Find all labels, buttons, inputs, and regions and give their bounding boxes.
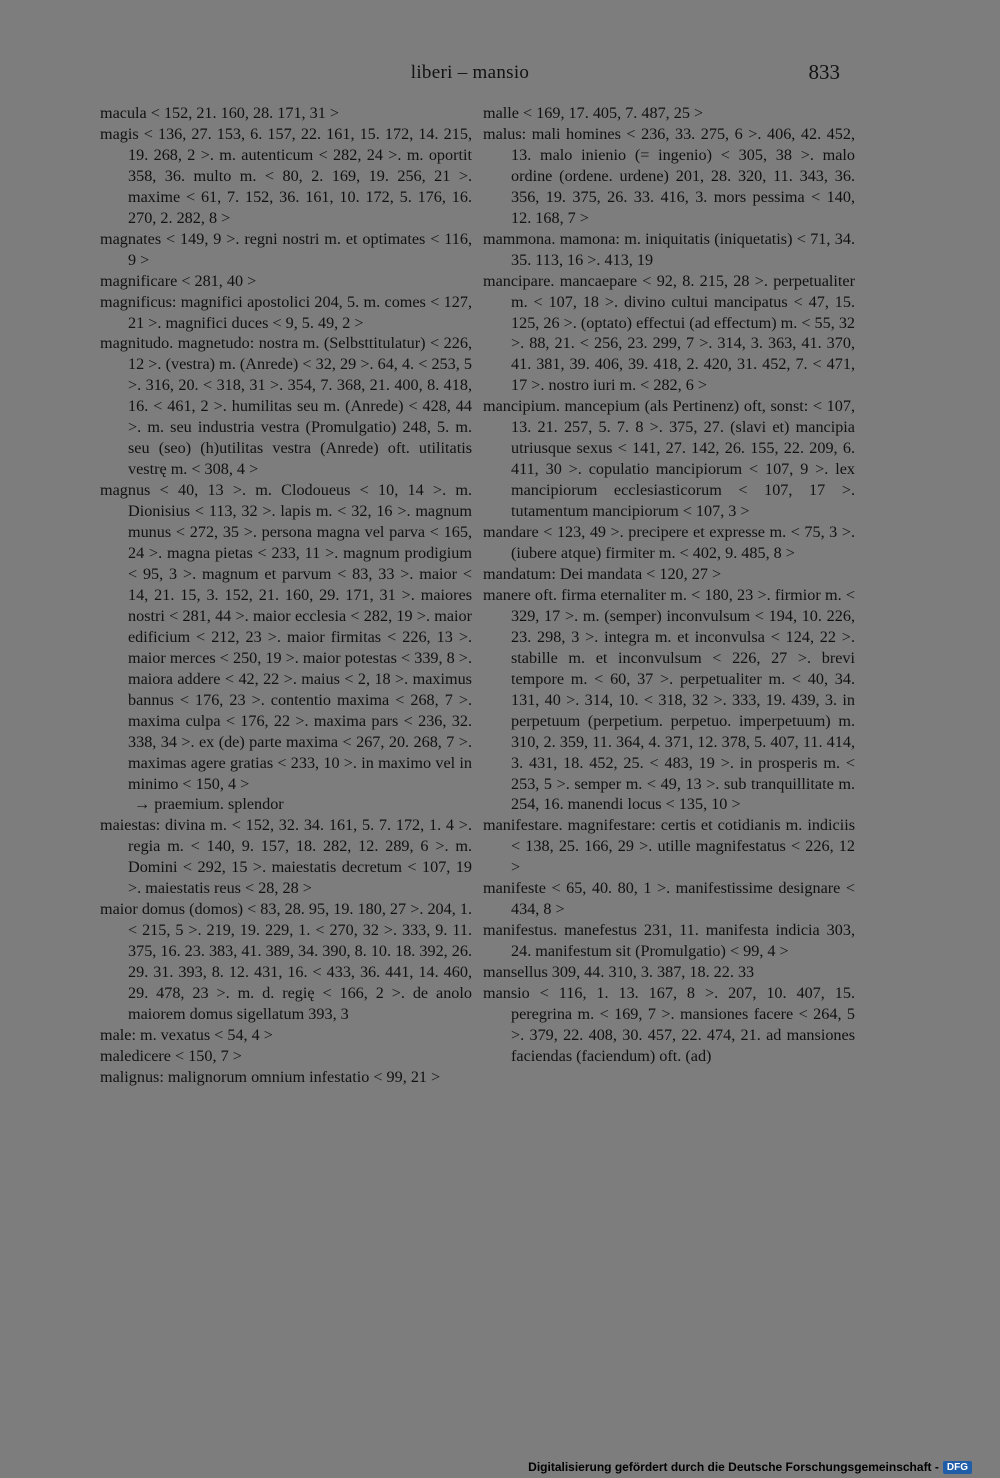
index-entry: maiestas: divina m. < 152, 32. 34. 161, 5. 7. 172, 1. 4 >. regia m. < 140, 9. 157, 18. 282, 12. 289, 6 >. m. Domini < 292, 15 >. maiestatis decretum < 107, 19 >. maiestatis reus < 28, 28 > (100, 816, 472, 898)
index-entry: mammona. mamona: m. iniquitatis (iniquetatis) < 71, 34. 35. 113, 16 >. 413, 19 (483, 229, 855, 269)
left-column (100, 103, 472, 1088)
digitization-credit (528, 1460, 972, 1474)
index-entry: mansio < 116, 1. 13. 167, 8 >. 207, 10. 407, 15. peregrina m. < 169, 7 >. mansiones facere < 264, 5 >. 379, 22. 408, 30. 457, 22. 474, 21. ad mansiones faciendas (faciendum) oft. (ad) (483, 984, 855, 1065)
index-entry: magnus < 40, 13 >. m. Clodoueus < 10, 14 >. m. Dionisius < 113, 32 >. lapis m. < 32, 16 >. magnum munus < 272, 35 >. persona magna vel parva < 165, 24 >. magna pietas < 233, 11 >. magnum prodigium < 95, 3 >. magnum et parvum < 83, 33 >. maior < 14, 21. 15, 3. 152, 21. 160, 29. 171, 31 >. maiores nostri < 281, 44 >. maior ecclesia < 282, 19 >. maior edificium < 212, 23 >. maior firmitas < 226, 13 >. maior merces < 250, 19 >. maior potestas < 339, 8 >. maiora addere < 42, 22 >. maius < 2, 18 >. maximus bannus < 176, 23 >. contentio maxima < 268, 7 >. maxima culpa < 176, 22 >. maxima pars < 236, 32. 338, 34 >. ex (de) parte maxima < 267, 20. 268, 7 >. maximas agere gratias < 233, 10 >. in maximo vel in minimo < 150, 4 > (100, 481, 472, 793)
index-entry: malle < 169, 17. 405, 7. 487, 25 > (483, 104, 704, 122)
index-entry: magis < 136, 27. 153, 6. 157, 22. 161, 15. 172, 14. 215, 19. 268, 2 >. m. autenticum < 282, 24 >. m. oportit 358, 36. multo m. < 80, 2. 169, 19. 256, 21 >. maxime < 61, 7. 152, 36. 161, 10. 172, 5. 176, 16. 270, 2. 282, 8 > (100, 124, 472, 227)
index-entry: maledicere < 150, 7 > (100, 1046, 242, 1065)
index-entry: malignus: malignorum omnium infestatio < 99, 21 > (100, 1067, 441, 1086)
index-entry: mancipium. mancepium (als Pertinenz) oft, sonst: < 107, 13. 21. 257, 5. 7. 8 >. 375, 27. (slavi et) mancipia utriusque sexus < 141, 27. 142, 26. 155, 22. 209, 6. 411, 30 >. copulatio mancipiorum < 107, 9 >. lex mancipiorum ecclesiasticorum < 107, 17 >. tutamentum mancipiorum < 107, 3 > (483, 397, 855, 521)
index-entry: mandatum: Dei mandata < 120, 27 > (483, 564, 722, 583)
index-entry: magnates < 149, 9 >. regni nostri m. et optimates < 116, 9 > (100, 229, 472, 269)
running-head (100, 60, 840, 90)
dfg-logo: DFG (943, 1461, 972, 1474)
right-column (483, 103, 855, 1067)
index-entry: magnificare < 281, 40 > (100, 271, 257, 290)
running-title: liberi – mansio (410, 62, 530, 83)
index-entry: manifestare. magnifestare: certis et cotidianis m. indiciis < 138, 25. 166, 29 >. utille magnifestatus < 226, 12 > (483, 816, 855, 877)
index-entry: manifeste < 65, 40. 80, 1 >. manifestissime designare < 434, 8 > (483, 879, 855, 919)
index-entry: male: m. vexatus < 54, 4 > (100, 1025, 273, 1044)
index-entry: manere oft. firma eternaliter m. < 180, 23 >. firmior m. < 329, 17 >. m. (semper) inconvulsum < 194, 10. 226, 23. 298, 3 >. integra m. et inconvulsa < 124, 22 >. stabille m. et inconvulsum < 226, 27 >. brevi tempore m. < 60, 37 >. perpetualiter m. < 40, 34. 131, 40 >. 314, 10. < 318, 32 >. 333, 19. 439, 3. in perpetuum (perpetium. perpetuo. imperpetuum) m. 310, 2. 359, 11. 364, 4. 371, 12. 378, 5. 407, 11. 414, 3. 431, 18. 452, 25. < 483, 19 >. in prosperis m. < 253, 5 >. semper m. < 49, 13 >. sub tranquillitate m. 254, 16. manendi locus < 135, 10 > (483, 585, 855, 814)
index-entry: magnificus: magnifici apostolici 204, 5. m. comes < 127, 21 >. magnifici duces < 9, 5. 49, 2 > (100, 292, 472, 332)
index-entry: maior domus (domos) < 83, 28. 95, 19. 180, 27 >. 204, 1. < 215, 5 >. 219, 19. 229, 1. < 270, 32 >. 333, 9. 11. 375, 16. 23. 383, 41. 389, 34. 390, 8. 10. 18. 392, 26. 29. 31. 393, 8. 12. 431, 16. < 433, 36. 441, 14. 460, 29. 478, 23 >. m. d. regię < 166, 2 >. de anolo maiorem domus sigellatum 393, 3 (100, 900, 472, 1023)
index-entry: mandare < 123, 49 >. precipere et expresse m. < 75, 3 >. (iubere atque) firmiter m. < 402, 9. 485, 8 > (483, 523, 855, 563)
index-entry: manifestus. manefestus 231, 11. manifesta indicia 303, 24. manifestum sit (Promulgatio) < 99, 4 > (483, 921, 855, 961)
index-cross-reference: → praemium. splendor (134, 795, 284, 814)
credit-text: Digitalisierung gefördert durch die Deutsche Forschungsgemeinschaft - (528, 1460, 939, 1474)
page-number: 833 (808, 60, 840, 84)
index-entry: mansellus 309, 44. 310, 3. 387, 18. 22. 33 (483, 963, 755, 982)
index-entry: malus: mali homines < 236, 33. 275, 6 >. 406, 42. 452, 13. malo inienio (= ingenio) < 305, 38 >. malo ordine (ordene. urdene) 201, 28. 320, 11. 343, 36. 356, 19. 375, 26. 33. 416, 3. mors pessima < 140, 12. 168, 7 > (483, 124, 855, 227)
index-entry: magnitudo. magnetudo: nostra m. (Selbsttitulatur) < 226, 12 >. (vestra) m. (Anrede) < 32, 29 >. 64, 4. < 253, 5 >. 316, 20. < 318, 31 >. 354, 7. 368, 21. 400, 8. 418, 16. < 461, 2 >. humilitas seu m. (Anrede) < 428, 44 >. m. seu industria vestra (Promulgatio) 248, 5. m. seu (seo) (h)utilitas vestra (Anrede) oft. utilitatis vestrę m. < 308, 4 > (100, 334, 472, 479)
index-entry: mancipare. mancaepare < 92, 8. 215, 28 >. perpetualiter m. < 107, 18 >. divino cultui mancipatus < 47, 15. 125, 26 >. (optato) effectui (ad effectum) m. < 55, 32 >. 88, 21. < 256, 23. 299, 7 >. 314, 3. 363, 41. 370, 41. 381, 39. 406, 39. 418, 2. 420, 31. 452, 7. < 471, 17 >. nostro iuri m. < 282, 6 > (483, 271, 856, 395)
index-entry: macula < 152, 21. 160, 28. 171, 31 > (100, 104, 340, 122)
